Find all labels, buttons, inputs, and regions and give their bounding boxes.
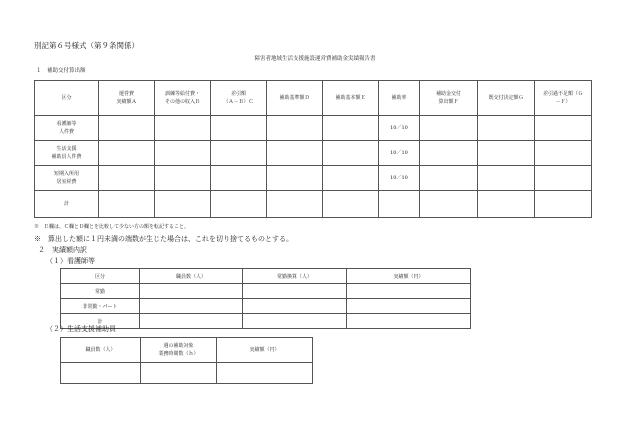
input-cell[interactable] xyxy=(211,141,267,166)
page-title: 障害者地域生活支援施設運営費補助金実績報告書 xyxy=(254,56,376,62)
input-cell[interactable] xyxy=(267,166,323,191)
section1-heading: １ 補助交付算出額 xyxy=(36,68,86,74)
table-row xyxy=(61,314,471,329)
input-cell[interactable] xyxy=(211,166,267,191)
input-cell[interactable] xyxy=(141,363,217,384)
input-cell[interactable] xyxy=(267,141,323,166)
table-header-row xyxy=(61,269,471,284)
input-cell[interactable] xyxy=(420,191,478,218)
row-label: 常勤 xyxy=(61,284,140,299)
support-staff-table xyxy=(60,337,313,384)
subsidy-calculation-table xyxy=(34,80,592,218)
table-row xyxy=(35,116,592,141)
table-row xyxy=(35,141,592,166)
column-header: 区分 xyxy=(35,81,99,116)
column-header: 補助基本額Ｅ xyxy=(323,81,379,116)
input-cell[interactable] xyxy=(478,166,535,191)
input-cell[interactable] xyxy=(99,191,155,218)
input-cell[interactable] xyxy=(217,363,313,384)
nurse-breakdown-table xyxy=(60,268,471,329)
input-cell[interactable] xyxy=(535,141,592,166)
input-cell[interactable] xyxy=(323,191,379,218)
input-cell[interactable] xyxy=(267,116,323,141)
row-label: 看護師等 人件費 xyxy=(35,116,99,141)
column-header: 差引過不足額（Ｇ －Ｆ） xyxy=(535,81,592,116)
row-label: 生活支援 補助員人件費 xyxy=(35,141,99,166)
input-cell[interactable] xyxy=(347,284,471,299)
table-header-row xyxy=(35,81,592,116)
input-cell[interactable] xyxy=(99,141,155,166)
subsection2-heading: （２）生活支援補助員 xyxy=(46,325,116,333)
table-header-row xyxy=(61,338,313,363)
input-cell[interactable] xyxy=(347,299,471,314)
row-label: 非常勤・パート xyxy=(61,299,140,314)
input-cell[interactable] xyxy=(61,363,141,384)
input-cell[interactable] xyxy=(155,191,211,218)
column-header: 補助金交付 算出額Ｆ xyxy=(420,81,478,116)
input-cell[interactable] xyxy=(211,116,267,141)
note-rounding-comparison: ※ Ｅ欄は、Ｃ欄とＤ欄とを比較して少ない方の額を転記すること。 xyxy=(34,224,190,230)
column-header: 実績額（円） xyxy=(217,338,313,363)
table-row xyxy=(61,363,313,384)
column-header: 既交付決定額Ｇ xyxy=(478,81,535,116)
column-header: 運営費 実績額Ａ xyxy=(99,81,155,116)
input-cell[interactable] xyxy=(155,116,211,141)
column-header: 差引額 （Ａ－Ｂ）Ｃ xyxy=(211,81,267,116)
input-cell[interactable] xyxy=(323,116,379,141)
column-header: 実績額（円） xyxy=(347,269,471,284)
column-header: 職員数（人） xyxy=(140,269,243,284)
input-cell[interactable] xyxy=(420,141,478,166)
column-header: 補助基準額Ｄ xyxy=(267,81,323,116)
input-cell[interactable] xyxy=(243,299,347,314)
subsidy-rate: 10／10 xyxy=(379,116,420,141)
section2-heading: ２ 実績額内訳 xyxy=(38,246,87,254)
input-cell[interactable] xyxy=(478,116,535,141)
subsidy-rate: 10／10 xyxy=(379,166,420,191)
input-cell[interactable] xyxy=(140,284,243,299)
input-cell[interactable] xyxy=(420,166,478,191)
input-cell[interactable] xyxy=(243,284,347,299)
table-row xyxy=(35,166,592,191)
input-cell[interactable] xyxy=(323,166,379,191)
table-row xyxy=(61,284,471,299)
empty-cell xyxy=(379,191,420,218)
subsidy-rate: 10／10 xyxy=(379,141,420,166)
input-cell[interactable] xyxy=(323,141,379,166)
column-header: 補助率 xyxy=(379,81,420,116)
input-cell[interactable] xyxy=(99,166,155,191)
column-header: 週の補助対象 業務時間数（ｈ） xyxy=(141,338,217,363)
input-cell[interactable] xyxy=(140,314,243,329)
total-label: 計 xyxy=(35,191,99,218)
column-header: 区分 xyxy=(61,269,140,284)
input-cell[interactable] xyxy=(420,116,478,141)
note-fraction-truncation: ※ 算出した額に１円未満の端数が生じた場合は、これを切り捨てるものとする。 xyxy=(34,235,293,243)
table-total-row xyxy=(35,191,592,218)
input-cell[interactable] xyxy=(347,314,471,329)
form-id: 別記第６号様式（第９条関係） xyxy=(34,41,139,50)
subsection1-heading: （１）看護師等 xyxy=(46,257,95,265)
input-cell[interactable] xyxy=(155,141,211,166)
input-cell[interactable] xyxy=(99,116,155,141)
input-cell[interactable] xyxy=(535,116,592,141)
input-cell[interactable] xyxy=(211,191,267,218)
input-cell[interactable] xyxy=(267,191,323,218)
column-header: 職員数（人） xyxy=(61,338,141,363)
row-label: 短期入所用 居室経費 xyxy=(35,166,99,191)
input-cell[interactable] xyxy=(478,141,535,166)
input-cell[interactable] xyxy=(478,191,535,218)
input-cell[interactable] xyxy=(535,191,592,218)
table-row xyxy=(61,299,471,314)
row-label: 計 xyxy=(61,314,140,329)
input-cell[interactable] xyxy=(140,299,243,314)
input-cell[interactable] xyxy=(155,166,211,191)
input-cell[interactable] xyxy=(243,314,347,329)
input-cell[interactable] xyxy=(535,166,592,191)
column-header: 常勤換算（人） xyxy=(243,269,347,284)
column-header: 訓練等給付費・ その他の収入Ｂ xyxy=(155,81,211,116)
